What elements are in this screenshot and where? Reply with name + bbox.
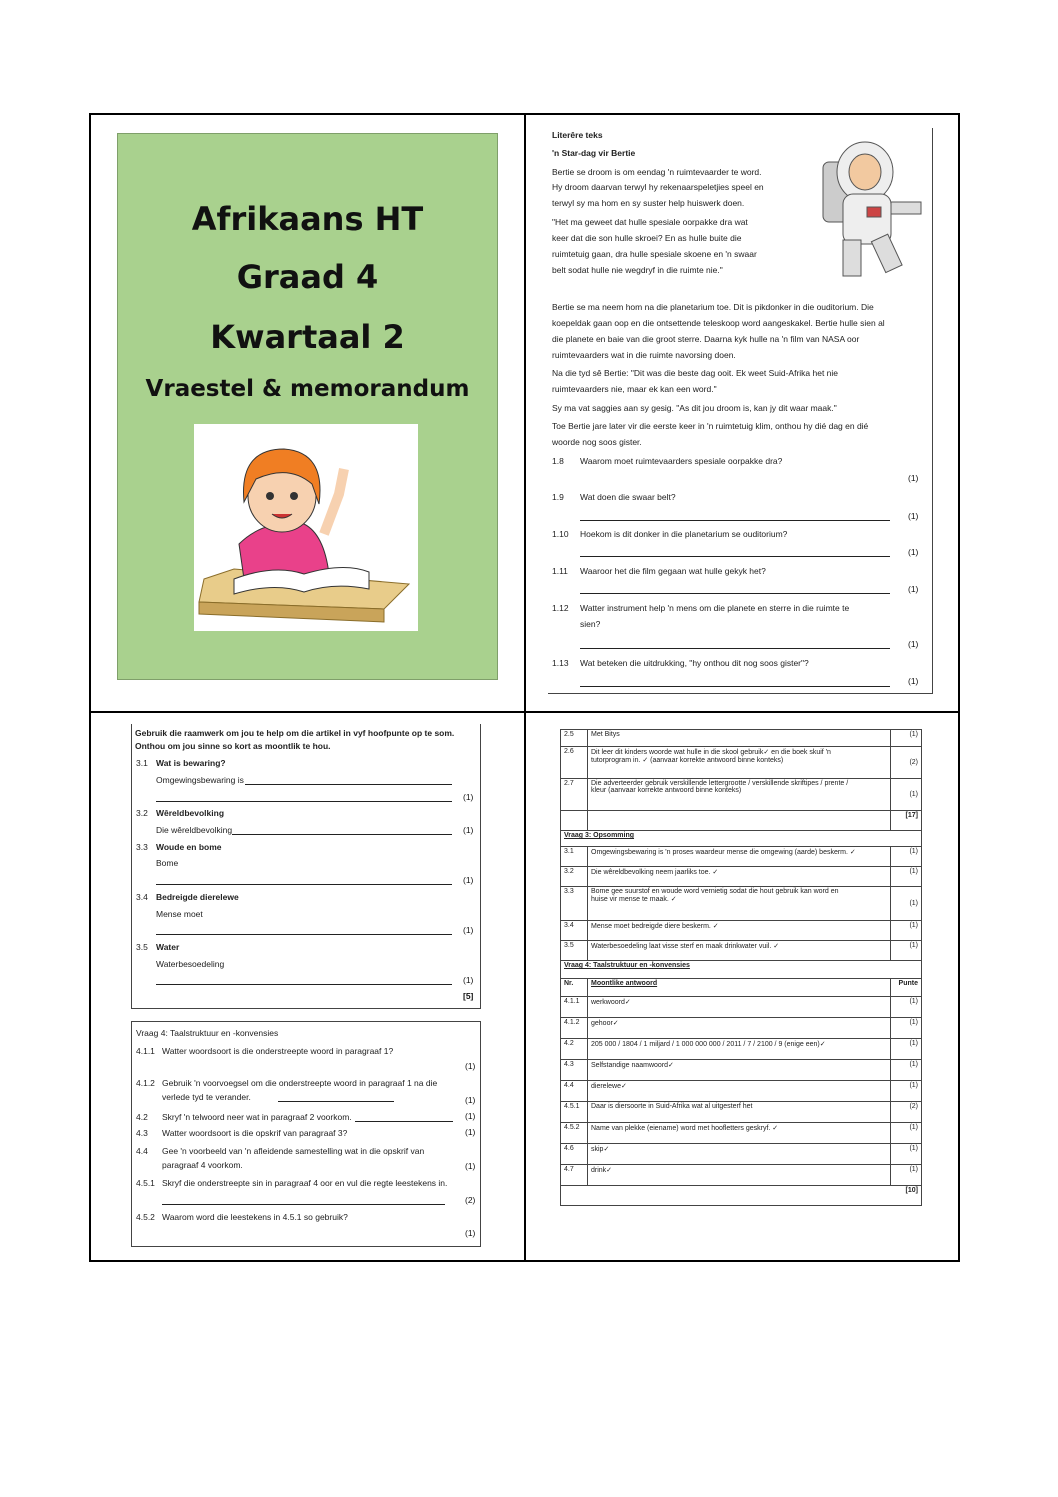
answer-line[interactable]: [156, 884, 452, 885]
item-sub: Omgewingsbewaring is: [156, 775, 244, 785]
memo-col-header: Punte: [891, 979, 922, 997]
memo-answer: Daar is diersoorte in Suid-Afrika wat al uitgesterf het: [588, 1102, 891, 1123]
memo-num: 2.7: [561, 779, 588, 811]
memo-heading: Vraag 4: Taalstruktuur en -konvensies: [561, 961, 922, 979]
item-number: 4.2: [136, 1112, 148, 1122]
item-text: verlede tyd te verander.: [162, 1092, 251, 1102]
memo-answer: Met Bitys: [588, 730, 891, 747]
answer-line[interactable]: [580, 593, 890, 594]
question-mark: (1): [908, 584, 919, 594]
memo-mark: (1): [891, 1018, 922, 1039]
answer-line[interactable]: [355, 1121, 453, 1122]
memo-total: [17]: [891, 811, 922, 831]
item-title: Wat is bewaring?: [156, 758, 226, 768]
memo-num: 4.2: [561, 1039, 588, 1060]
question-mark: (1): [908, 473, 919, 483]
story-line: "Het ma geweet dat hulle spesiale oorpakke dra wat: [552, 217, 748, 227]
question-mark: (1): [908, 547, 919, 557]
cover-subtitle: Vraestel & memorandum: [145, 376, 470, 402]
item-sub: Bome: [156, 858, 179, 868]
divider-horizontal: [89, 711, 960, 713]
question-text: Hoekom is dit donker in die planetarium se ouditorium?: [580, 529, 788, 539]
memo-num: 4.6: [561, 1144, 588, 1165]
question-mark: (1): [908, 639, 919, 649]
memo-answer: Omgewingsbewaring is 'n proses waardeur mense die omgewing (aarde) beskerm. ✓: [588, 847, 891, 867]
answer-line[interactable]: [156, 801, 452, 802]
question-mark: (1): [908, 676, 919, 686]
memo-answer: Selfstandige naamwoord✓: [588, 1060, 891, 1081]
memo-col-header: Nr.: [561, 979, 588, 997]
memo-answer: Dit leer dit kinders woorde wat hulle in die skool gebruik✓ en die boek skuif 'n: [591, 749, 831, 756]
item-title: Water: [156, 942, 180, 952]
memo-num: 4.7: [561, 1165, 588, 1186]
memo-mark: (2): [891, 747, 922, 779]
memo-mark: (1): [891, 847, 922, 867]
memo-mark: (1): [891, 941, 922, 961]
cover-grade: Graad 4: [236, 258, 379, 296]
memo-mark: (2): [891, 1102, 922, 1123]
item-title: Woude en bome: [156, 842, 222, 852]
question-mark: (1): [908, 511, 919, 521]
divider-vertical: [524, 113, 526, 1262]
question-number: 1.9: [552, 492, 564, 502]
item-title: Bedreigde dierelewe: [156, 892, 239, 902]
question-number: 1.12: [552, 603, 569, 613]
memo-answer: Mense moet bedreigde diere beskerm. ✓: [588, 921, 891, 941]
item-number: 4.1.2: [136, 1078, 155, 1088]
item-text: Skryf die onderstreepte sin in paragraaf 4 oor en vul die regte leestekens in.: [162, 1178, 448, 1188]
memo-answer: gehoor✓: [588, 1018, 891, 1039]
story-line: Bertie se ma neem hom na die planetarium toe. Dit is pikdonker in die ouditorium. Die: [552, 302, 874, 312]
item-mark: (1): [465, 1061, 476, 1071]
item-number: 4.5.1: [136, 1178, 155, 1188]
memo-answer: Bome gee suurstof en woude word vernietig sodat die hout gebruik kan word en: [591, 888, 839, 895]
item-mark: (1): [465, 1095, 476, 1105]
memo-mark: (1): [891, 1144, 922, 1165]
memo-answer: werkwoord✓: [588, 997, 891, 1018]
cover-title: Afrikaans HT: [191, 200, 424, 238]
story-line: Na die tyd sê Bertie: "Dit was die beste dag ooit. Ek weet Suid-Afrika het nie: [552, 368, 839, 378]
memo-mark: (1): [891, 730, 922, 747]
item-mark: (1): [463, 875, 474, 885]
story-title: 'n Star-dag vir Bertie: [552, 148, 636, 158]
item-mark: (1): [465, 1228, 476, 1238]
memo-num: 2.6: [561, 747, 588, 779]
memo-num: 2.5: [561, 730, 588, 747]
question-number: 1.8: [552, 456, 564, 466]
story-line: Toe Bertie jare later vir die eerste keer in 'n ruimtetuig klim, onthou hy dié dag en dié: [552, 421, 869, 431]
item-number: 3.3: [136, 842, 148, 852]
item-mark: (1): [463, 825, 474, 835]
story-line: Sy ma vat saggies aan sy gesig. "As dit jou droom is, kan jy dit waar maak.": [552, 403, 837, 413]
question-text: Wat doen die swaar belt?: [580, 492, 676, 502]
item-number: 3.5: [136, 942, 148, 952]
item-sub: Mense moet: [156, 909, 203, 919]
item-text: Skryf 'n telwoord neer wat in paragraaf 2 voorkom.: [162, 1112, 352, 1122]
question-text: Waaroor het die film gegaan wat hulle gekyk het?: [580, 566, 766, 576]
item-number: 4.4: [136, 1146, 148, 1156]
memo-num: 3.4: [561, 921, 588, 941]
memo-mark: (1): [891, 1123, 922, 1144]
memo-num: 3.1: [561, 847, 588, 867]
item-number: 4.3: [136, 1128, 148, 1138]
item-mark: (1): [465, 1127, 476, 1137]
story-line: belt sodat hulle nie wegdryf in die ruimte nie.": [552, 265, 723, 275]
item-mark: (1): [465, 1111, 476, 1121]
story-line: keer dat die son hulle skroei? En as hulle buite die: [552, 233, 742, 243]
memo-num: 4.1.2: [561, 1018, 588, 1039]
story-line: ruimtevaarders nie, maar ek kan een word.": [552, 384, 717, 394]
question-number: 1.10: [552, 529, 569, 539]
memo-answer: tutorprogram in. ✓ (aanvaar korrekte antwoord binne konteks): [591, 757, 784, 764]
girl-reading-illustration: [194, 424, 418, 631]
memo-answer: skip✓: [588, 1144, 891, 1165]
story-right-border: [932, 128, 933, 694]
memo-mark: (1): [891, 1039, 922, 1060]
story-line: Hy droom daarvan terwyl hy rekenaarspeletjies speel en: [552, 182, 764, 192]
item-text: Waarom word die leestekens in 4.5.1 so gebruik?: [162, 1212, 348, 1222]
answer-line[interactable]: [162, 1204, 445, 1205]
question-text: Wat beteken die uitdrukking, "hy onthou dit nog soos gister"?: [580, 658, 809, 668]
memo-mark: (1): [891, 997, 922, 1018]
memo-total: [10]: [561, 1186, 922, 1206]
story-line: ruimtevaarders wat in die ruimte navorsing doen.: [552, 350, 736, 360]
item-text: Gebruik 'n voorvoegsel om die onderstreepte woord in paragraaf 1 na die: [162, 1078, 438, 1088]
astronaut-illustration: [815, 132, 927, 282]
item-number: 3.2: [136, 808, 148, 818]
memo-mark: (1): [891, 867, 922, 887]
memo-mark: (1): [891, 1081, 922, 1102]
item-mark: (2): [465, 1195, 476, 1205]
item-mark: (1): [465, 1161, 476, 1171]
question-number: 1.11: [552, 566, 568, 576]
cover-term: Kwartaal 2: [210, 318, 405, 356]
memo-col-header: Moontlike antwoord: [588, 979, 891, 997]
memo-table-a: [560, 729, 922, 1206]
item-text: paragraaf 4 voorkom.: [162, 1160, 243, 1170]
story-line: ruimtetuig gaan, dra hulle spesiale skoene en 'n swaar: [552, 249, 757, 259]
story-line: woorde nog soos gister.: [552, 437, 642, 447]
section3-total: [5]: [463, 991, 474, 1001]
memo-mark: (1): [891, 887, 922, 921]
item-sub: Die wêreldbevolking: [156, 825, 233, 835]
answer-line[interactable]: [245, 784, 452, 785]
memo-answer: Die adverteerder gebruik verskillende lettergrootte / verskillende skriftipes / prente /: [591, 780, 849, 787]
memo-answer: drink✓: [588, 1165, 891, 1186]
story-line: koepeldak gaan oop en die ontsettende teleskoop word aangeskakel. Bertie hulle sien al: [552, 318, 885, 328]
memo-answer: Die wêreldbevolking neem jaarliks toe. ✓: [588, 867, 891, 887]
story-heading: Literêre teks: [552, 130, 603, 140]
section4-heading: Vraag 4: Taalstruktuur en -konvensies: [136, 1028, 279, 1038]
item-text: Gee 'n voorbeeld van 'n afleidende samestelling wat in die opskrif van: [162, 1146, 425, 1156]
story-line: die planete en baie van die groot sterre. Daarna kyk hulle na 'n film van NASA oor: [552, 334, 860, 344]
item-text: Watter woordsoort is die onderstreepte woord in paragraaf 1?: [162, 1046, 394, 1056]
section3-intro: Onthou om jou sinne so kort as moontlik te hou.: [135, 741, 331, 751]
story-bottom-border: [548, 693, 932, 694]
item-text: Watter woordsoort is die opskrif van paragraaf 3?: [162, 1128, 348, 1138]
memo-mark: (1): [891, 1165, 922, 1186]
answer-line[interactable]: [580, 686, 890, 687]
item-mark: (1): [463, 792, 474, 802]
memo-num: 3.2: [561, 867, 588, 887]
answer-line[interactable]: [580, 648, 890, 649]
item-number: 3.1: [136, 758, 148, 768]
answer-line[interactable]: [580, 520, 890, 521]
memo-answer: dierelewe✓: [588, 1081, 891, 1102]
memo-answer: kleur (aanvaar korrekte antwoord binne konteks): [591, 787, 742, 794]
item-number: 4.5.2: [136, 1212, 155, 1222]
answer-line[interactable]: [580, 556, 890, 557]
memo-num: 3.3: [561, 887, 588, 921]
item-number: 4.1.1: [136, 1046, 155, 1056]
memo-answer: Name van plekke (eiename) word met hoofletters geskryf. ✓: [588, 1123, 891, 1144]
memo-answer: Waterbesoedeling laat visse sterf en maak drinkwater vuil. ✓: [588, 941, 891, 961]
answer-line[interactable]: [232, 834, 452, 835]
memo-num: 4.5.1: [561, 1102, 588, 1123]
question-text: Waarom moet ruimtevaarders spesiale oorpakke dra?: [580, 456, 783, 466]
item-mark: (1): [463, 975, 474, 985]
question-text: Watter instrument help 'n mens om die planete en sterre in die ruimte te: [580, 603, 850, 613]
answer-line[interactable]: [156, 984, 452, 985]
answer-line[interactable]: [278, 1101, 394, 1102]
memo-answer: 205 000 / 1804 / 1 miljard / 1 000 000 000 / 2011 / 7 / 2100 / 9 (enige een)✓: [588, 1039, 891, 1060]
answer-line[interactable]: [156, 934, 452, 935]
memo-num: 3.5: [561, 941, 588, 961]
memo-heading: Vraag 3: Opsomming: [561, 831, 922, 847]
story-line: Bertie se droom is om eendag 'n ruimtevaarder te word.: [552, 167, 762, 177]
question-text: sien?: [580, 619, 601, 629]
item-mark: (1): [463, 925, 474, 935]
memo-mark: (1): [891, 921, 922, 941]
memo-answer: huise vir mense te maak. ✓: [591, 896, 677, 903]
item-number: 3.4: [136, 892, 148, 902]
memo-mark: (1): [891, 1060, 922, 1081]
memo-num: 4.1.1: [561, 997, 588, 1018]
memo-num: 4.5.2: [561, 1123, 588, 1144]
item-title: Wêreldbevolking: [156, 808, 225, 818]
memo-num: 4.4: [561, 1081, 588, 1102]
section3-intro: Gebruik die raamwerk om jou te help om die artikel in vyf hoofpunte op te som.: [135, 728, 455, 738]
story-line: terwyl sy ma hom en sy suster help huiswerk doen.: [552, 198, 745, 208]
item-sub: Waterbesoedeling: [156, 959, 225, 969]
memo-mark: (1): [891, 779, 922, 811]
question-number: 1.13: [552, 658, 569, 668]
memo-num: 4.3: [561, 1060, 588, 1081]
cover-panel: [117, 133, 498, 680]
